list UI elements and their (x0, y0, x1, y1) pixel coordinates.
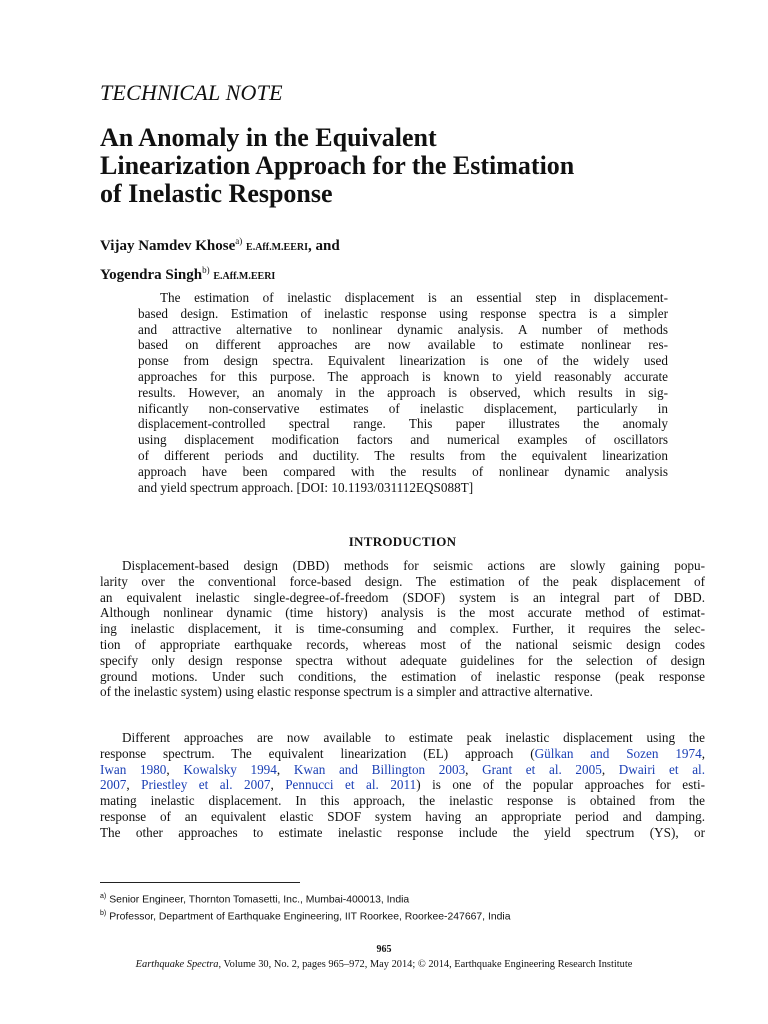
text-run: response spectrum. The equivalent linearization (EL) approach ( (100, 745, 535, 761)
separator: , (166, 761, 184, 777)
citation-link[interactable]: Priestley et al. 2007 (141, 777, 271, 793)
paragraph-line: tion of appropriate earthquake records, whereas most of the national seismic design codes (100, 636, 705, 652)
separator: , (465, 761, 483, 777)
title-line: An Anomaly in the Equivalent (100, 123, 437, 152)
citation-link[interactable]: Grant et al. 2005 (482, 761, 602, 777)
footnotes (100, 890, 700, 925)
footnote-text: Senior Engineer, Thornton Tomasetti, Inc., Mumbai-400013, India (109, 894, 410, 906)
abstract-line: nificantly non-conservative estimates of inelastic displacement, particularly in (138, 400, 668, 416)
footnote-text: Professor, Department of Earthquake Engineering, IIT Roorkee, Roorkee-247667, India (109, 911, 511, 923)
paragraph-line: Although nonlinear dynamic (time history) analysis is the most accurate method of estimat- (100, 605, 705, 621)
author-line (100, 230, 340, 259)
author-sup: a) (235, 236, 243, 246)
author-line (100, 259, 340, 288)
author-block (100, 230, 340, 288)
page-number: 965 (376, 944, 392, 955)
paragraph-line: of the inelastic system) using elastic response spectrum is a simpler and attractive alternative. (100, 684, 593, 700)
citation-link[interactable]: Iwan 1980 (100, 761, 167, 777)
author-sup: b) (202, 265, 210, 275)
separator: , (270, 777, 286, 793)
footnote-mark: a) (100, 893, 107, 900)
separator: , (126, 777, 142, 793)
paragraph-line (100, 762, 705, 778)
paragraph-line: mating inelastic displacement. In this approach, the inelastic response is obtained from the (100, 793, 705, 809)
abstract-line: approach have been compared with the results of nonlinear dynamic analysis (138, 463, 668, 479)
footnote-mark: b) (100, 910, 107, 918)
footnote (100, 907, 700, 924)
abstract-line: and attractive alternative to nonlinear dynamic analysis. A number of methods (138, 321, 668, 337)
author-affiliation-tag: E.Aff.M.EERI (213, 271, 276, 282)
abstract (138, 290, 668, 495)
journal-citation (0, 959, 768, 970)
abstract-line: displacement-controlled spectral range. This paper illustrates the anomaly (138, 416, 668, 432)
abstract-line: results. However, an anomaly in the approach is observed, which results in sig- (138, 384, 668, 400)
title-line: of Inelastic Response (100, 179, 333, 208)
journal-details: , Volume 30, No. 2, pages 965–972, May 2014; © 2014, Earthquake Engineering Research Institute (218, 959, 633, 970)
author-affiliation-tag: E.Aff.M.EERI (246, 242, 308, 253)
author-name: Vijay Namdev Khose (100, 238, 236, 254)
abstract-line: and yield spectrum approach. [DOI: 10.1193/031112EQS088T] (138, 479, 474, 495)
citation-link[interactable]: Dwairi et al. (618, 761, 706, 777)
paragraph-line: ing inelastic displacement, it is time-consuming and complex. Further, it requires the selec- (100, 621, 705, 637)
paragraph-line (100, 777, 705, 793)
footnote-divider (100, 882, 300, 883)
intro-paragraph-1 (100, 558, 705, 700)
citation-link[interactable]: Kwan and Billington 2003 (293, 761, 466, 777)
technical-note-label: TECHNICAL NOTE (100, 80, 283, 105)
author-name: Yogendra Singh (100, 267, 203, 283)
author-suffix: , and (307, 238, 340, 254)
paragraph-line: specify only design response spectra without adequate guidelines for the selection of design (100, 652, 705, 668)
paragraph-line: The other approaches to estimate inelastic response include the yield spectrum (YS), or (100, 824, 705, 840)
abstract-line: of different periods and ductility. The results from the equivalent linearization (138, 447, 668, 463)
abstract-line: using displacement modification factors and numerical examples of oscillators (138, 432, 668, 448)
paper-title (100, 124, 720, 208)
title-line: Linearization Approach for the Estimation (100, 151, 575, 180)
journal-name: Earthquake Spectra (135, 959, 219, 970)
footnote (100, 890, 700, 907)
citation-link[interactable]: Pennucci et al. 2011 (285, 777, 417, 793)
paragraph-line: Displacement-based design (DBD) methods for seismic actions are slowly gaining popu- (122, 558, 705, 573)
paragraph-line: an equivalent inelastic single-degree-of-freedom (SDOF) system is an integral part of DBD. (100, 589, 705, 605)
paragraph-line (100, 746, 705, 762)
separator: , (601, 761, 619, 777)
abstract-line: The estimation of inelastic displacement is an essential step in displacement- (160, 290, 668, 305)
abstract-line: ponse from design spectra. Equivalent linearization is one of the widely used (138, 353, 668, 369)
paragraph-line: ground motions. Under such conditions, the estimation of inelastic response (peak response (100, 668, 705, 684)
section-heading-introduction: INTRODUCTION (348, 534, 457, 549)
abstract-line: based on different approaches are now available to estimate nonlinear res- (138, 337, 668, 353)
paragraph-line: response of an equivalent elastic SDOF system having an appropriate period and damping. (100, 808, 705, 824)
paragraph-line: larity over the conventional force-based design. The estimation of the peak displacement of (100, 573, 705, 589)
separator: , (276, 761, 294, 777)
abstract-line: based design. Estimation of inelastic response using response spectra is a simpler (138, 305, 668, 321)
text-run: ) is one of the popular approaches for esti- (416, 777, 706, 793)
citation-link[interactable]: Kowalsky 1994 (183, 761, 277, 777)
abstract-line: approaches for this purpose. The approach is known to yield reasonably accurate (138, 368, 668, 384)
intro-paragraph-2 (100, 730, 705, 841)
citation-link[interactable]: 2007 (100, 777, 127, 793)
text-run: , (701, 745, 705, 761)
citation-link[interactable]: Gülkan and Sozen 1974 (534, 745, 702, 761)
paragraph-line: Different approaches are now available to estimate peak inelastic displacement using the (122, 730, 705, 745)
